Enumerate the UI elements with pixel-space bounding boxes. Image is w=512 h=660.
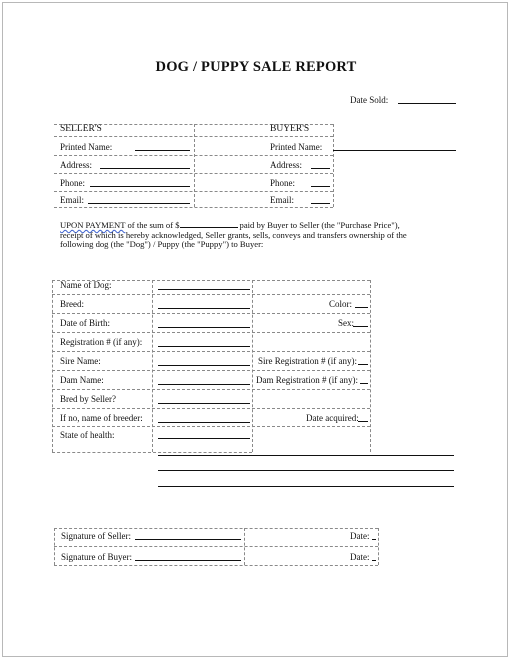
breed-label: Breed: <box>60 299 84 309</box>
state-of-health-line[interactable] <box>158 438 250 439</box>
dam-name-line[interactable] <box>158 384 250 385</box>
buyer-signature-line[interactable] <box>135 560 241 561</box>
registration-label: Registration # (if any): <box>60 337 143 347</box>
buyer-phone-line[interactable] <box>311 186 330 187</box>
agreement-line-3: following dog (the "Dog") / Puppy (the "Puppy") to Buyer: <box>60 239 264 250</box>
date-acquired-label: Date acquired: <box>306 413 359 423</box>
seller-date-label: Date: <box>350 531 370 541</box>
bred-by-seller-line[interactable] <box>158 403 250 404</box>
date-sold-line[interactable] <box>398 103 456 104</box>
parties-divider <box>194 124 195 207</box>
sum-text: of the sum of $ <box>125 220 180 230</box>
seller-email-label: Email: <box>60 195 84 205</box>
dog-table-rule <box>52 389 370 390</box>
buyer-signature-label: Signature of Buyer: <box>61 552 132 562</box>
seller-address-label: Address: <box>60 160 92 170</box>
color-line[interactable] <box>355 307 368 308</box>
date-of-birth-line[interactable] <box>158 327 250 328</box>
buyer-address-line[interactable] <box>311 168 330 169</box>
dog-table-rule <box>52 313 370 314</box>
agreement-paragraph <box>60 220 446 250</box>
agreement-line-2: receipt of which is hereby acknowledged, Seller grants, sells, conveys and transfers ownership of the <box>60 229 407 240</box>
buyer-phone-label: Phone: <box>270 178 296 188</box>
dog-table-rule <box>52 294 370 295</box>
state-of-health-label: State of health: <box>60 430 115 440</box>
date-sold-label: Date Sold: <box>350 95 389 105</box>
buyer-printed-name-line[interactable] <box>333 150 456 151</box>
buyer-email-label: Email: <box>270 195 294 205</box>
seller-address-line[interactable] <box>100 168 190 169</box>
buyer-header: BUYER'S <box>270 124 310 134</box>
dam-name-label: Dam Name: <box>60 375 104 385</box>
sire-registration-line[interactable] <box>358 364 368 365</box>
dog-table-rule <box>52 332 370 333</box>
breeder-name-label: If no, name of breeder: <box>60 413 143 423</box>
name-of-dog-label: Name of Dog: <box>60 280 112 290</box>
purchase-price-blank[interactable] <box>180 220 238 228</box>
health-notes-line-3[interactable] <box>158 486 454 487</box>
health-notes-line-1[interactable] <box>158 455 454 456</box>
sire-name-line[interactable] <box>158 365 250 366</box>
sire-name-label: Sire Name: <box>60 356 101 366</box>
breed-line[interactable] <box>158 308 250 309</box>
upon-payment-text: UPON PAYMENT <box>60 220 126 230</box>
date-acquired-line[interactable] <box>358 421 368 422</box>
buyer-date-line[interactable] <box>372 560 376 561</box>
signature-table-border-bottom <box>54 565 378 566</box>
seller-phone-line[interactable] <box>90 186 190 187</box>
dam-registration-line[interactable] <box>360 383 368 384</box>
sire-registration-label: Sire Registration # (if any): <box>258 356 357 366</box>
buyer-printed-name-label: Printed Name: <box>270 142 323 152</box>
parties-border-bottom <box>54 207 333 208</box>
document-title: DOG / PUPPY SALE REPORT <box>155 59 357 75</box>
breeder-name-line[interactable] <box>158 422 250 423</box>
seller-email-line[interactable] <box>88 203 190 204</box>
parties-divider <box>333 124 334 207</box>
dog-table-rule <box>52 370 370 371</box>
agreement-line-1 <box>60 220 446 231</box>
date-of-birth-label: Date of Birth: <box>60 318 110 328</box>
dog-table-rule <box>52 351 370 352</box>
color-label: Color: <box>329 299 353 309</box>
dog-table-rule <box>52 408 370 409</box>
seller-printed-name-line[interactable] <box>135 150 190 151</box>
sex-line[interactable] <box>353 326 368 327</box>
signature-table-rule <box>54 546 378 547</box>
dam-registration-label: Dam Registration # (if any): <box>256 375 358 385</box>
seller-header: SELLER'S <box>60 124 102 134</box>
seller-signature-line[interactable] <box>135 539 241 540</box>
seller-signature-label: Signature of Seller: <box>61 531 131 541</box>
dog-table-border-right <box>370 280 371 452</box>
dog-table-border-bottom <box>52 452 252 453</box>
name-of-dog-line[interactable] <box>158 289 250 290</box>
purchase-price-text: paid by Buyer to Seller (the "Purchase Price"), <box>239 220 400 230</box>
seller-date-line[interactable] <box>372 539 376 540</box>
bred-by-seller-label: Bred by Seller? <box>60 394 116 404</box>
seller-phone-label: Phone: <box>60 178 86 188</box>
buyer-address-label: Address: <box>270 160 302 170</box>
buyer-email-line[interactable] <box>311 203 330 204</box>
registration-line[interactable] <box>158 346 250 347</box>
sex-label: Sex: <box>338 318 355 328</box>
buyer-date-label: Date: <box>350 552 370 562</box>
dog-table-rule <box>52 426 370 427</box>
seller-printed-name-label: Printed Name: <box>60 142 113 152</box>
signature-table-border-top <box>54 528 378 529</box>
health-notes-line-2[interactable] <box>158 470 454 471</box>
signature-table-border-right <box>378 528 379 565</box>
